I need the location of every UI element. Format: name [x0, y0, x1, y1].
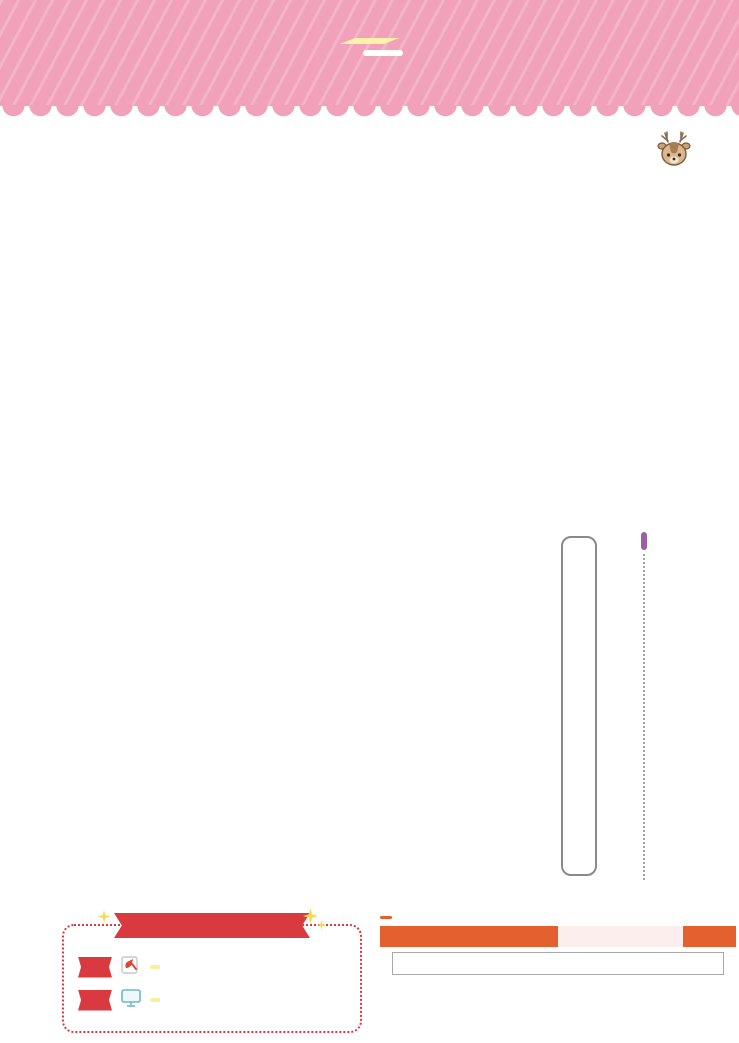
scallop-edge: [0, 105, 739, 118]
cbt-url: [392, 952, 724, 975]
toc-pill: [363, 50, 403, 56]
special-appendix-ribbon: [114, 913, 310, 938]
sparkle-icon: [317, 920, 326, 930]
series-ribbon: [340, 38, 400, 44]
page-header: [0, 0, 739, 106]
thinking-problem-badge: [641, 532, 647, 550]
deer-icon: [656, 130, 692, 176]
access-bar-end: [683, 926, 736, 947]
web-cbt-section: [380, 914, 736, 1043]
monitor-icon: [120, 988, 142, 1012]
appendix-row-1: [78, 955, 346, 979]
booklet-pencil-icon: [120, 955, 142, 979]
page-footer: [0, 900, 739, 1043]
dotted-leader: [643, 554, 645, 880]
toc-top-section: [0, 106, 739, 510]
appendix-number-badge: [78, 990, 112, 1011]
sparkle-icon: [303, 908, 318, 924]
appendix-row-2: [78, 988, 346, 1012]
access-code-bar: [380, 926, 736, 947]
sparkle-icon: [98, 910, 110, 923]
special-appendix-box: [62, 924, 362, 1033]
toc-bottom-section: [0, 510, 739, 900]
appendix-number-badge: [78, 957, 112, 978]
access-code-label: [380, 926, 558, 947]
web-badge: [380, 916, 392, 919]
thinking-problem-column: [630, 532, 657, 900]
appendix-tag: [150, 998, 160, 1002]
page-title: [0, 50, 739, 56]
access-code-blank: [558, 926, 683, 947]
appendix-tag: [150, 965, 160, 969]
answers-box: [561, 536, 597, 876]
